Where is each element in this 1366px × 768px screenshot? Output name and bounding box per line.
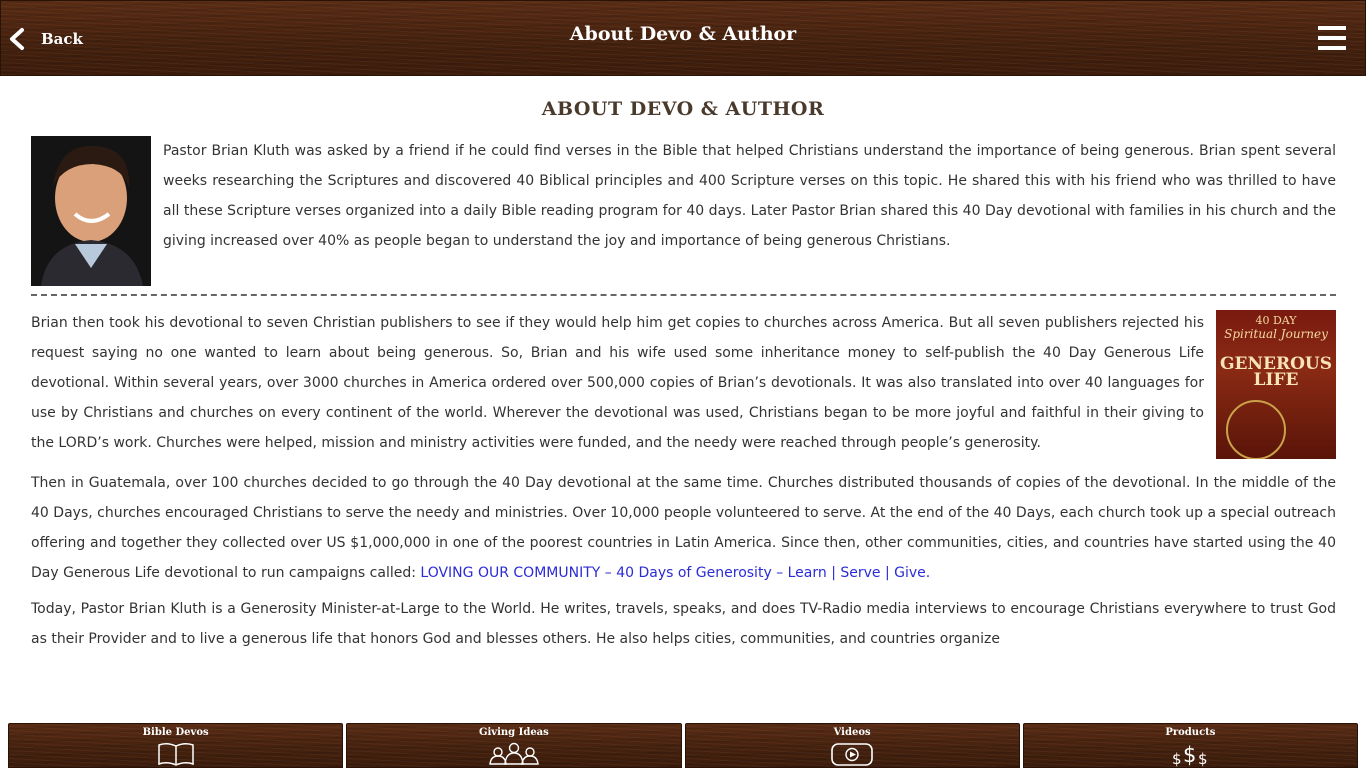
book-icon	[157, 741, 195, 767]
paragraph-2: Brian then took his devotional to seven Christian publishers to see if they would help him get copies to churches across America. But all seven publishers rejected his request saying no one wanted to learn about being generous. So, Brian and his wife used some inheritance money to self-publish the 40 Day Generous Life devotional. Within several years, over 3000 churches in America ordered over 500,000 copies of Brian’s devotionals. It was also translated into over 40 languages for use by Christians and churches on every continent of the world. Wherever the devotional was used, Christians began to be more joyful and faithful in their giving to the LORD’s work. Churches were helped, mission and ministry activities were funded, and the needy were reached through people’s generosity.	[31, 315, 1204, 451]
tab-videos[interactable]	[685, 723, 1020, 768]
paragraph-3-text: Then in Guatemala, over 100 churches decided to go through the 40 Day devotional at the same time. Churches distributed thousands of copies of the devotional. In the middle of the 40 Days, churches encouraged Christians to serve the needy and ministries. Over 10,000 people volunteered to serve. At the end of the 40 Days, each church took up a special outreach offering and together they collected over US $1,000,000 in one of the poorest countries in Latin America. Since then, other communities, cities, and countries have started using the 40 Day Generous Life devotional to run campaigns called:	[31, 475, 1336, 581]
back-label: Back	[41, 30, 83, 48]
compass-icon	[1226, 400, 1286, 459]
book-cover-line-3: GENEROUS LIFE	[1219, 354, 1332, 390]
today-section	[31, 594, 1336, 654]
loving-our-community-link[interactable]: LOVING OUR COMMUNITY – 40 Days of Generosity – Learn | Serve | Give.	[420, 565, 931, 581]
svg-text:$: $	[1172, 750, 1182, 767]
content-heading: ABOUT DEVO & AUTHOR	[541, 98, 825, 120]
page-title: About Devo & Author	[569, 23, 797, 45]
publishing-section	[31, 308, 1336, 458]
dashed-divider	[31, 294, 1336, 296]
guatemala-section	[31, 468, 1336, 588]
people-icon	[487, 741, 541, 765]
hamburger-menu-button[interactable]	[1317, 25, 1347, 51]
top-app-bar	[0, 0, 1366, 76]
play-icon	[830, 741, 874, 767]
book-cover-line-1: 40 DAY	[1255, 314, 1297, 327]
tab-label: Giving Ideas	[478, 727, 549, 738]
paragraph-3	[31, 468, 1336, 588]
book-cover-line-2: Spiritual Journey	[1224, 327, 1328, 341]
author-photo	[31, 136, 151, 286]
tab-label: Products	[1165, 727, 1216, 738]
paragraph-4: Today, Pastor Brian Kluth is a Generosity Minister-at-Large to the World. He writes, travels, speaks, and does TV-Radio media interviews to encourage Christians everywhere to trust God as their Provider and to live a generous life that honors God and blesses others. He also helps cities, communities, and countries organize	[31, 601, 1336, 647]
bottom-tab-bar	[0, 719, 1366, 768]
author-section	[31, 136, 1336, 286]
hamburger-menu-icon	[1317, 25, 1347, 51]
tab-giving-ideas[interactable]	[346, 723, 681, 768]
svg-text:$: $	[1198, 750, 1208, 767]
paragraph-1: Pastor Brian Kluth was asked by a friend if he could find verses in the Bible that helped Christians understand the importance of being generous. Brian spent several weeks researching the Scriptures and discovered 40 Biblical principles and 400 Scripture verses on this topic. He shared this with his friend who was thrilled to have all these Scripture verses organized into a daily Bible reading program for 40 days. Later Pastor Brian shared this 40 Day devotional with families in his church and the giving increased over 40% as people began to understand the joy and importance of being generous Christians.	[163, 143, 1336, 249]
content-scroll-area[interactable]	[0, 76, 1366, 719]
tab-label: Videos	[833, 727, 871, 738]
tab-products[interactable]	[1023, 723, 1358, 768]
tab-label: Bible Devos	[142, 727, 209, 738]
tab-bible-devos[interactable]	[8, 723, 343, 768]
book-cover-image	[1216, 310, 1336, 459]
dollar-icon	[1170, 741, 1210, 767]
svg-text:$: $	[1183, 743, 1197, 767]
